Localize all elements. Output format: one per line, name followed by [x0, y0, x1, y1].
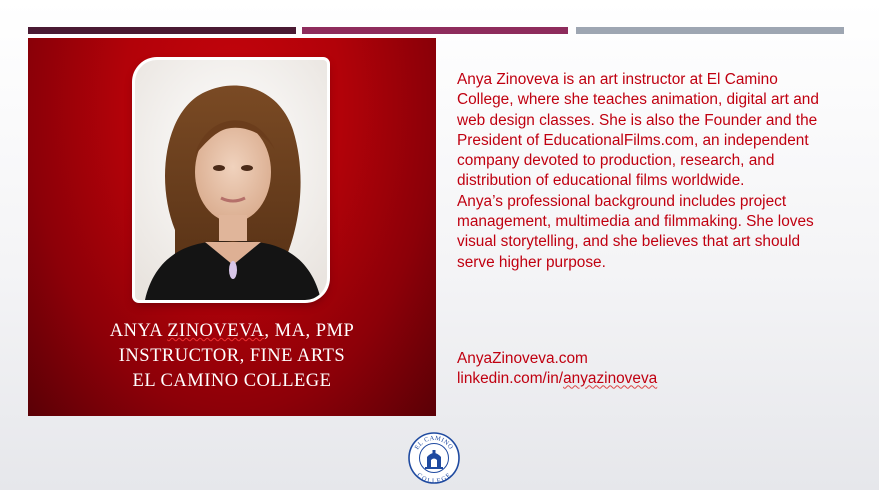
- header-bar-plum: [302, 27, 568, 34]
- bio-text: [457, 70, 837, 273]
- website-link[interactable]: AnyaZinoveva.com: [457, 350, 588, 367]
- svg-text:EL CAMINO: EL CAMINO: [413, 434, 455, 452]
- contact-links: [457, 349, 657, 390]
- linkedin-link[interactable]: linkedin.com/in/anyazinoveva: [457, 370, 658, 388]
- svg-text:COLLEGE: COLLEGE: [415, 471, 453, 485]
- instructor-name: ANYA ZINOVEVA, MA, PMP: [109, 321, 355, 341]
- profile-panel: [28, 38, 436, 416]
- college-name: EL CAMINO COLLEGE: [132, 371, 332, 391]
- portrait-image: [135, 60, 327, 300]
- header-bar-dark: [28, 27, 296, 34]
- profile-photo: [135, 60, 327, 300]
- el-camino-seal-icon: [407, 431, 461, 485]
- bio-paragraph-2: Anya’s professional background includes project management, multimedia and filmmaking. She loves visual storytelling, and she believes that art should serve higher purpose.: [457, 192, 814, 271]
- header-bar-gray: [576, 27, 844, 34]
- bio-paragraph-1: Anya Zinoveva is an art instructor at El Camino College, where she teaches animation, digital art and web design classes. She is also the Founder and the President of EducationalFilms.com, an independent company devoted to production, research, and distribution of educational films worldwide.: [457, 71, 819, 190]
- instructor-title: INSTRUCTOR, FINE ARTS: [118, 346, 346, 366]
